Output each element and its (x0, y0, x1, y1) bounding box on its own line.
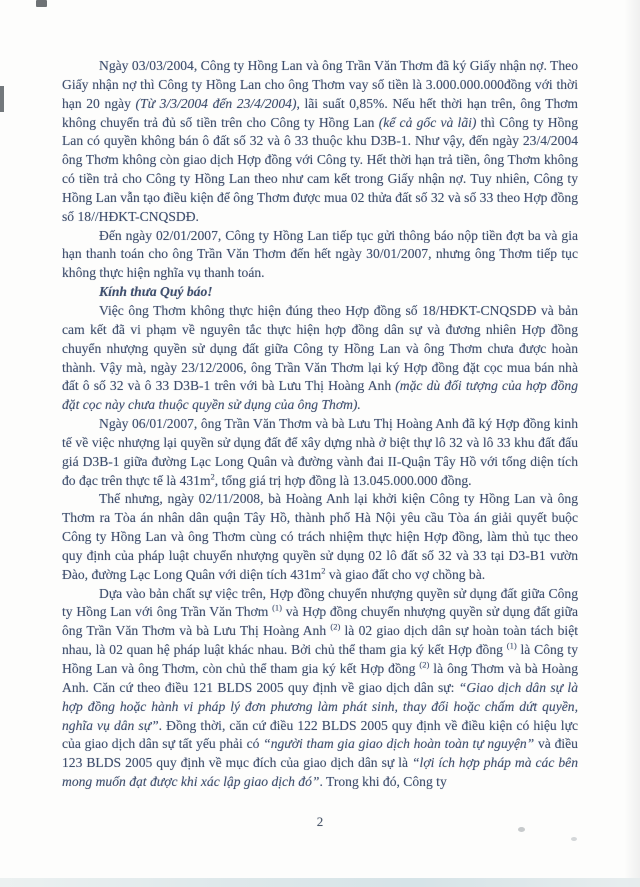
paragraph (62, 415, 578, 490)
text-run: Đến ngày 02/01/2007, Công ty Hồng Lan tiếp tục gửi thông báo nộp tiền đợt ba và gia hạn thanh toán cho ông Trần Văn Thơm đến hết ngày 30/01/2007, nhưng ông Thơm tiếp tục không thực hiện nghĩa vụ thanh toán. (62, 227, 578, 281)
paragraph (62, 227, 578, 284)
text-run: là Công ty Hồng Lan và ông Thơm, còn chủ thể tham gia ký kết Hợp đồng (62, 642, 578, 676)
text-run: Thế nhưng, ngày 02/11/2008, bà Hoàng Anh lại khởi kiện Công ty Hồng Lan và ông Thơm ra Tòa án nhân dân quận Tây Hồ, thành phố Hà Nội yêu cầu Tòa án giải quyết buộc Công ty Hồng Lan và ông Thơm cùng có trách nhiệm thực hiện Hợp đồng, làm thủ tục theo quy định của pháp luật chuyển nhượng quyền sử dụng 02 lô đất số 32 và 33 tại D3-B1 vườn Đào, đường Lạc Long Quân với diện tích 431m (62, 491, 578, 582)
scan-edge-shadow-bottom (0, 878, 640, 887)
text-run: (kể cả gốc và lãi) (378, 114, 477, 130)
text-run: và Hợp đồng chuyển nhượng quyền sử dụng đất giữa ông Trần Văn Thơm và bà Lưu Thị Hoàng Anh (62, 604, 578, 639)
text-run: (2) (419, 659, 430, 670)
text-run: Ngày 06/01/2007, ông Trần Văn Thơm và bà Lưu Thị Hoàng Anh đã ký Hợp đồng kinh tế về việc nhượng lại quyền sử dụng đất để xây dựng nhà ở biệt thự lô 32 và lô 33 khu đất đấu giá D3B-1 giữa đường Lạc Long Quân và đường vành đai II-Quận Tây Hồ với tổng diện tích đo đạc trên thực tế là 431m (62, 416, 578, 488)
text-run: Ngày 03/03/2004, Công ty Hồng Lan và ông Trần Văn Thơm đã ký Giấy nhận nợ. Theo Giấy nhận nợ thì Công ty Hồng Lan cho ông Thơm vay số tiền là 3.000.000.000đồng với thời hạn 20 ngày (62, 58, 578, 111)
text-run: . Trong khi đó, Công ty (319, 774, 447, 790)
paragraph (62, 490, 578, 584)
paragraph (62, 302, 578, 415)
text-run: “lợi ích hợp pháp mà các bên mong muốn đạt được khi xác lập giao dịch đó” (62, 755, 578, 790)
text-run: “Giao dịch dân sự là hợp đồng hoặc hành vi pháp lý đơn phương làm phát sinh, thay đổi hoặc chấm dứt quyền, nghĩa vụ dân sự” (62, 679, 578, 733)
text-run: (mặc dù đối tượng của hợp đồng đặt cọc này chưa thuộc quyền sử dụng của ông Thơm). (62, 378, 578, 413)
text-run: (Từ 3/3/2004 đến 23/4/2004) (135, 95, 297, 111)
text-run: 2 (210, 471, 215, 482)
text-run: và giao đất cho vợ chồng bà. (325, 566, 486, 582)
text-run: là 02 giao dịch dân sự hoàn toàn tách biệt nhau, là 02 quan hệ pháp luật khác nhau. Bởi chủ thể tham gia ký kết Hợp đồng (62, 623, 578, 658)
text-run: Kính thưa Quý báo! (99, 284, 213, 300)
text-run: 2 (321, 565, 326, 576)
page-number: 2 (316, 814, 324, 829)
text-run: . Đồng thời, căn cứ điều 122 BLDS 2005 quy định về điều kiện có hiệu lực của giao dịch dân sự tất yếu phải có (62, 717, 578, 752)
scan-artifact-right (571, 837, 577, 841)
text-run: “người tham gia giao dịch hoàn toàn tự nguyện” (263, 736, 535, 752)
text-run: Dựa vào bản chất sự việc trên, Hợp đồng chuyển nhượng quyền sử dụng đất giữa Công ty Hồng Lan với ông Trần Văn Thơm (62, 585, 578, 620)
scan-artifact-top (36, 0, 47, 7)
text-run: , lãi suất 0,85%. Nếu hết thời hạn trên, ông Thơm không chuyển trả đủ số tiền trên cho Công ty Hồng Lan (62, 95, 579, 130)
text-run: là ông Thơm và bà Hoàng Anh. Căn cứ theo điều 121 BLDS 2005 quy định về giao dịch dân sự: (62, 661, 578, 695)
text-run: và điều 123 BLDS 2005 quy định về mục đích của giao dịch dân sự là (62, 736, 578, 771)
text-run: thì Công ty Hồng Lan có quyền không bán ô đất số 32 và ô 33 thuộc khu D3B-1. Như vậy, đến ngày 23/4/2004 ông Thơm không còn giao dịch Hợp đồng với Công ty. Hết thời hạn trả tiền, ông Thơm không có tiền trả cho Công ty Hồng Lan theo như cam kết trong Giấy nhận nợ. Tuy nhiên, Công ty Hồng Lan vẫn tạo điều kiện để ông Thơm được mua 02 thửa đất số 32 và số 33 theo Hợp đồng số 18//HĐKT-CNQSDĐ. (62, 114, 578, 224)
text-run: (1) (506, 640, 517, 651)
scan-artifact-left-edge (0, 86, 4, 112)
document-body (62, 57, 578, 792)
text-run: (2) (330, 621, 341, 632)
text-run: , tổng giá trị hợp đồng là 13.045.000.000 đồng. (214, 472, 472, 488)
text-run: Việc ông Thơm không thực hiện đúng theo Hợp đồng số 18/HĐKT-CNQSDĐ và bản cam kết đã vi phạm về nguyên tắc thực hiện hợp đồng dân sự và đương nhiên Hợp đồng chuyển nhượng quyền sử dụng đất giữa Công ty Hồng Lan và ông Thơm chưa được hoàn thành. Vậy mà, ngày 23/12/2006, ông Trần Văn Thơm lại ký Hợp đồng đặt cọc mua bán nhà đất ô số 32 và ô 33 D3B-1 trên với bà Lưu Thị Hoàng Anh (62, 302, 578, 394)
paragraph (62, 57, 578, 227)
scan-edge-shadow-right (624, 0, 640, 887)
text-run: (1) (272, 602, 282, 613)
paragraph (62, 585, 578, 792)
paragraph (62, 283, 578, 302)
